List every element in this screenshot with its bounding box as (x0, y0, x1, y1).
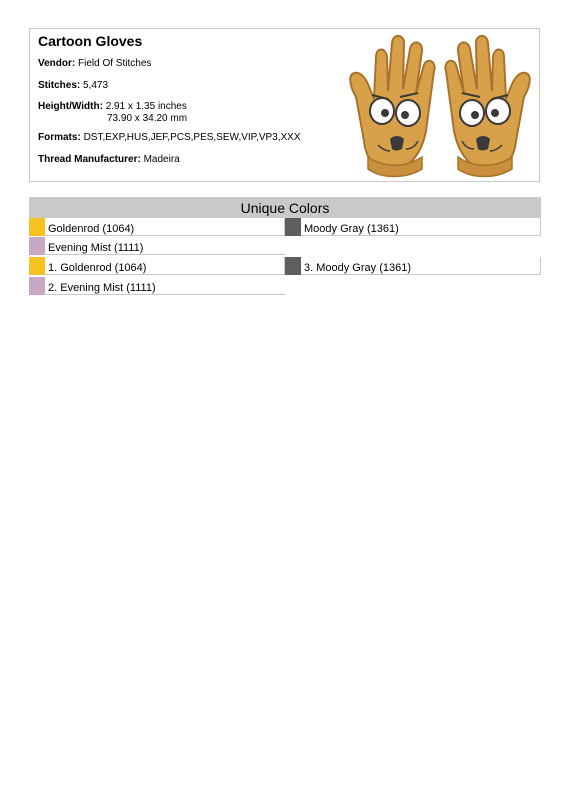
color-swatch (285, 257, 301, 275)
design-title: Cartoon Gloves (38, 33, 143, 49)
sequence-color-name: 2. Evening Mist (1111) (48, 282, 156, 294)
unique-colors-header: Unique Colors (29, 197, 541, 218)
sequence-row (29, 277, 285, 295)
color-row (29, 237, 285, 255)
color-swatch (29, 218, 45, 236)
color-swatch (29, 257, 45, 275)
color-swatch (29, 237, 45, 255)
right-glove (445, 36, 529, 177)
color-name: Goldenrod (1064) (48, 223, 135, 235)
color-name: Moody Gray (1361) (304, 223, 399, 235)
design-info-box (29, 28, 540, 182)
formats-label: Formats: (38, 132, 81, 143)
vendor-label: Vendor: (38, 58, 76, 69)
thread-label: Thread Manufacturer: (38, 154, 141, 165)
size-label: Height/Width: (38, 101, 103, 112)
color-swatch (29, 277, 45, 295)
left-glove (350, 36, 434, 177)
sequence-color-name: 1. Goldenrod (1064) (48, 262, 147, 274)
color-row (29, 218, 285, 236)
sequence-color-name: 3. Moody Gray (1361) (304, 262, 411, 274)
size-inches: 2.91 x 1.35 inches (105, 101, 187, 112)
thread-field (38, 154, 180, 166)
design-preview-image (342, 31, 538, 181)
thread-value: Madeira (143, 154, 180, 165)
stitches-label: Stitches: (38, 80, 81, 91)
formats-field (38, 132, 301, 144)
sequence-row (29, 257, 285, 275)
color-name: Evening Mist (1111) (48, 242, 144, 254)
color-swatch (285, 218, 301, 236)
color-row (285, 218, 541, 236)
stitches-field (38, 80, 108, 92)
sequence-row (285, 257, 541, 275)
vendor-value: Field Of Stitches (78, 58, 152, 69)
size-mm: 73.90 x 34.20 mm (107, 113, 188, 124)
size-field (38, 101, 187, 125)
formats-value: DST,EXP,HUS,JEF,PCS,PES,SEW,VIP,VP3,XXX (83, 132, 301, 143)
vendor-field (38, 58, 151, 70)
stitches-value: 5,473 (83, 80, 109, 91)
